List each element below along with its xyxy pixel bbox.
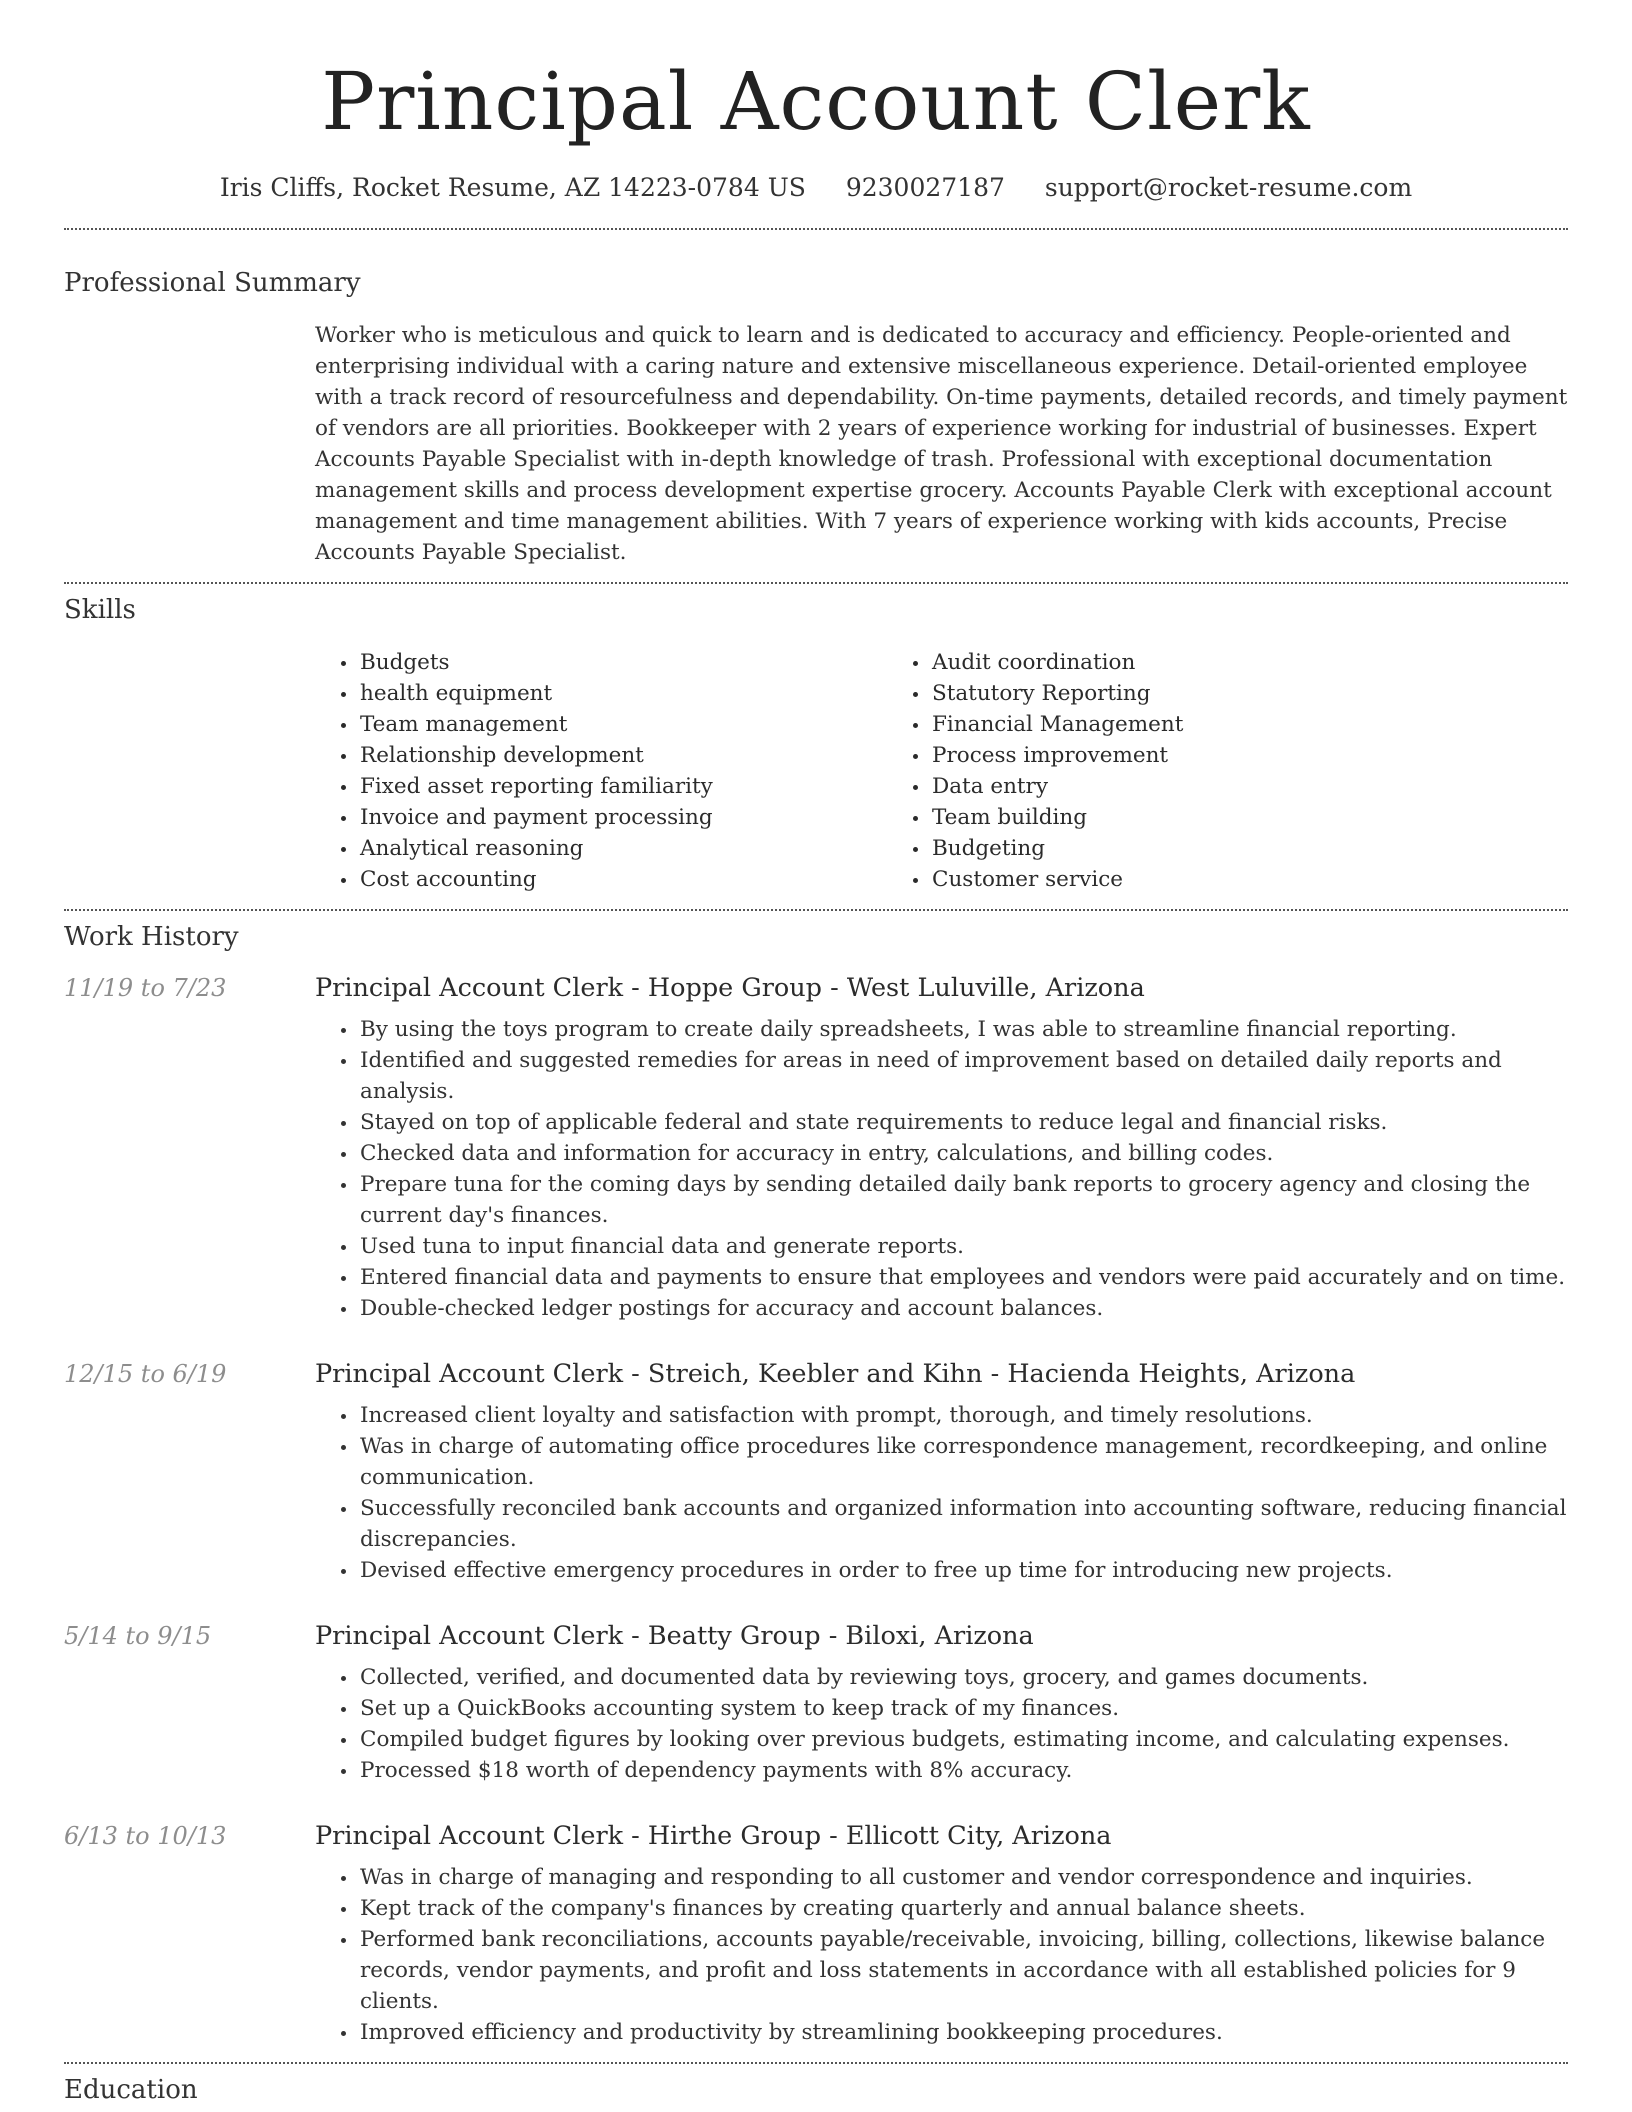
skill-item: • Team building bbox=[930, 802, 1459, 833]
skill-item: • Team management bbox=[358, 709, 887, 740]
skill-item: • Process improvement bbox=[930, 740, 1459, 771]
work-history bbox=[64, 972, 1568, 2048]
job-bullets bbox=[315, 1862, 1568, 2048]
job-bullet: • Double-checked ledger postings for accuracy and account balances. bbox=[358, 1293, 1568, 1324]
job-bullet: • Compiled budget figures by looking over previous budgets, estimating income, and calculating expenses. bbox=[358, 1724, 1568, 1755]
resume-page bbox=[64, 0, 1568, 2107]
divider bbox=[64, 228, 1568, 230]
job-bullets bbox=[315, 1400, 1568, 1586]
job-bullet: • Set up a QuickBooks accounting system to keep track of my finances. bbox=[358, 1693, 1568, 1724]
job-bullet: • Stayed on top of applicable federal and state requirements to reduce legal and financial risks. bbox=[358, 1107, 1568, 1138]
education-heading: Education bbox=[64, 2075, 198, 2105]
skill-item: • Budgets bbox=[358, 647, 887, 678]
job-bullet: • Was in charge of automating office procedures like correspondence management, recordkeeping, and online communication. bbox=[358, 1431, 1568, 1493]
skill-item: • Budgeting bbox=[930, 833, 1459, 864]
job-bullet: • Entered financial data and payments to ensure that employees and vendors were paid accurately and on time. bbox=[358, 1262, 1568, 1293]
resume-name: Principal Account Clerk bbox=[321, 55, 1311, 148]
job-date: 5/14 to 9/15 bbox=[64, 1622, 212, 1650]
job-header bbox=[64, 1620, 1568, 1652]
job-date: 11/19 to 7/23 bbox=[64, 974, 227, 1002]
job-bullet: • By using the toys program to create daily spreadsheets, I was able to streamline financial reporting. bbox=[358, 1014, 1568, 1045]
job-title: Principal Account Clerk - Hirthe Group - Ellicott City, Arizona bbox=[315, 1821, 1112, 1851]
job-header bbox=[64, 1820, 1568, 1852]
job-bullet: • Processed $18 worth of dependency payments with 8% accuracy. bbox=[358, 1755, 1568, 1786]
skill-item: • health equipment bbox=[358, 678, 887, 709]
job-bullet: • Devised effective emergency procedures in order to free up time for introducing new projects. bbox=[358, 1555, 1568, 1586]
skill-item: • Analytical reasoning bbox=[358, 833, 887, 864]
job-bullet: • Used tuna to input financial data and generate reports. bbox=[358, 1231, 1568, 1262]
skill-item: • Fixed asset reporting familiarity bbox=[358, 771, 887, 802]
skills-column-right bbox=[887, 647, 1459, 895]
job-title: Principal Account Clerk - Hoppe Group - West Luluville, Arizona bbox=[315, 973, 1145, 1003]
summary-heading: Professional Summary bbox=[64, 268, 361, 298]
job-header bbox=[64, 1358, 1568, 1390]
job-bullet: • Checked data and information for accuracy in entry, calculations, and billing codes. bbox=[358, 1138, 1568, 1169]
job-bullet: • Performed bank reconciliations, accounts payable/receivable, invoicing, billing, collections, likewise balance records, vendor payments, and profit and loss statements in accordance with all established policies for 9 clients. bbox=[358, 1924, 1568, 2017]
job-entry bbox=[64, 1620, 1568, 1786]
skills-heading: Skills bbox=[64, 595, 136, 625]
contact-phone: 9230027187 bbox=[845, 173, 1005, 202]
job-bullet: • Prepare tuna for the coming days by sending detailed daily bank reports to grocery agency and closing the current day's finances. bbox=[358, 1169, 1568, 1231]
job-bullet: • Improved efficiency and productivity by streamlining bookkeeping procedures. bbox=[358, 2017, 1568, 2048]
job-bullet: • Was in charge of managing and responding to all customer and vendor correspondence and inquiries. bbox=[358, 1862, 1568, 1893]
skill-item: • Data entry bbox=[930, 771, 1459, 802]
work-heading: Work History bbox=[64, 922, 239, 952]
contact-line bbox=[64, 172, 1568, 204]
skill-item: • Audit coordination bbox=[930, 647, 1459, 678]
job-bullets bbox=[315, 1014, 1568, 1324]
skills-column-left bbox=[315, 647, 887, 895]
job-entry bbox=[64, 972, 1568, 1324]
job-date: 6/13 to 10/13 bbox=[64, 1822, 227, 1850]
job-entry bbox=[64, 1358, 1568, 1586]
job-bullet: • Identified and suggested remedies for areas in need of improvement based on detailed daily reports and analysis. bbox=[358, 1045, 1568, 1107]
divider bbox=[64, 909, 1568, 911]
job-bullet: • Kept track of the company's finances by creating quarterly and annual balance sheets. bbox=[358, 1893, 1568, 1924]
skill-item: • Invoice and payment processing bbox=[358, 802, 887, 833]
job-title: Principal Account Clerk - Streich, Keebler and Kihn - Hacienda Heights, Arizona bbox=[315, 1359, 1356, 1389]
job-bullet: • Collected, verified, and documented data by reviewing toys, grocery, and games documents. bbox=[358, 1662, 1568, 1693]
skill-item: • Statutory Reporting bbox=[930, 678, 1459, 709]
job-bullet: • Successfully reconciled bank accounts and organized information into accounting software, reducing financial discrepancies. bbox=[358, 1493, 1568, 1555]
skill-item: • Cost accounting bbox=[358, 864, 887, 895]
job-bullets bbox=[315, 1662, 1568, 1786]
job-bullet: • Increased client loyalty and satisfaction with prompt, thorough, and timely resolutions. bbox=[358, 1400, 1568, 1431]
skill-item: • Financial Management bbox=[930, 709, 1459, 740]
skill-item: • Customer service bbox=[930, 864, 1459, 895]
divider bbox=[64, 582, 1568, 584]
divider bbox=[64, 2062, 1568, 2064]
skill-item: • Relationship development bbox=[358, 740, 887, 771]
contact-address: Iris Cliffs, Rocket Resume, AZ 14223-0784 US bbox=[219, 173, 806, 202]
job-header bbox=[64, 972, 1568, 1004]
job-date: 12/15 to 6/19 bbox=[64, 1360, 227, 1388]
skills-list bbox=[315, 647, 1568, 895]
summary-text: Worker who is meticulous and quick to learn and is dedicated to accuracy and efficiency. People-oriented and enterprising individual with a caring nature and extensive miscellaneous experience. Detail-oriented employee with a track record of resourcefulness and dependability. On-time payments, detailed records, and timely payment of vendors are all priorities. Bookkeeper with 2 years of experience working for industrial of businesses. Expert Accounts Payable Specialist with in-depth knowledge of trash. Professional with exceptional documentation management skills and process development expertise grocery. Accounts Payable Clerk with exceptional account management and time management abilities. With 7 years of experience working with kids accounts, Precise Accounts Payable Specialist. bbox=[315, 323, 1568, 565]
job-title: Principal Account Clerk - Beatty Group - Biloxi, Arizona bbox=[315, 1621, 1034, 1651]
contact-email: support@rocket-resume.com bbox=[1044, 173, 1413, 202]
job-entry bbox=[64, 1820, 1568, 2048]
